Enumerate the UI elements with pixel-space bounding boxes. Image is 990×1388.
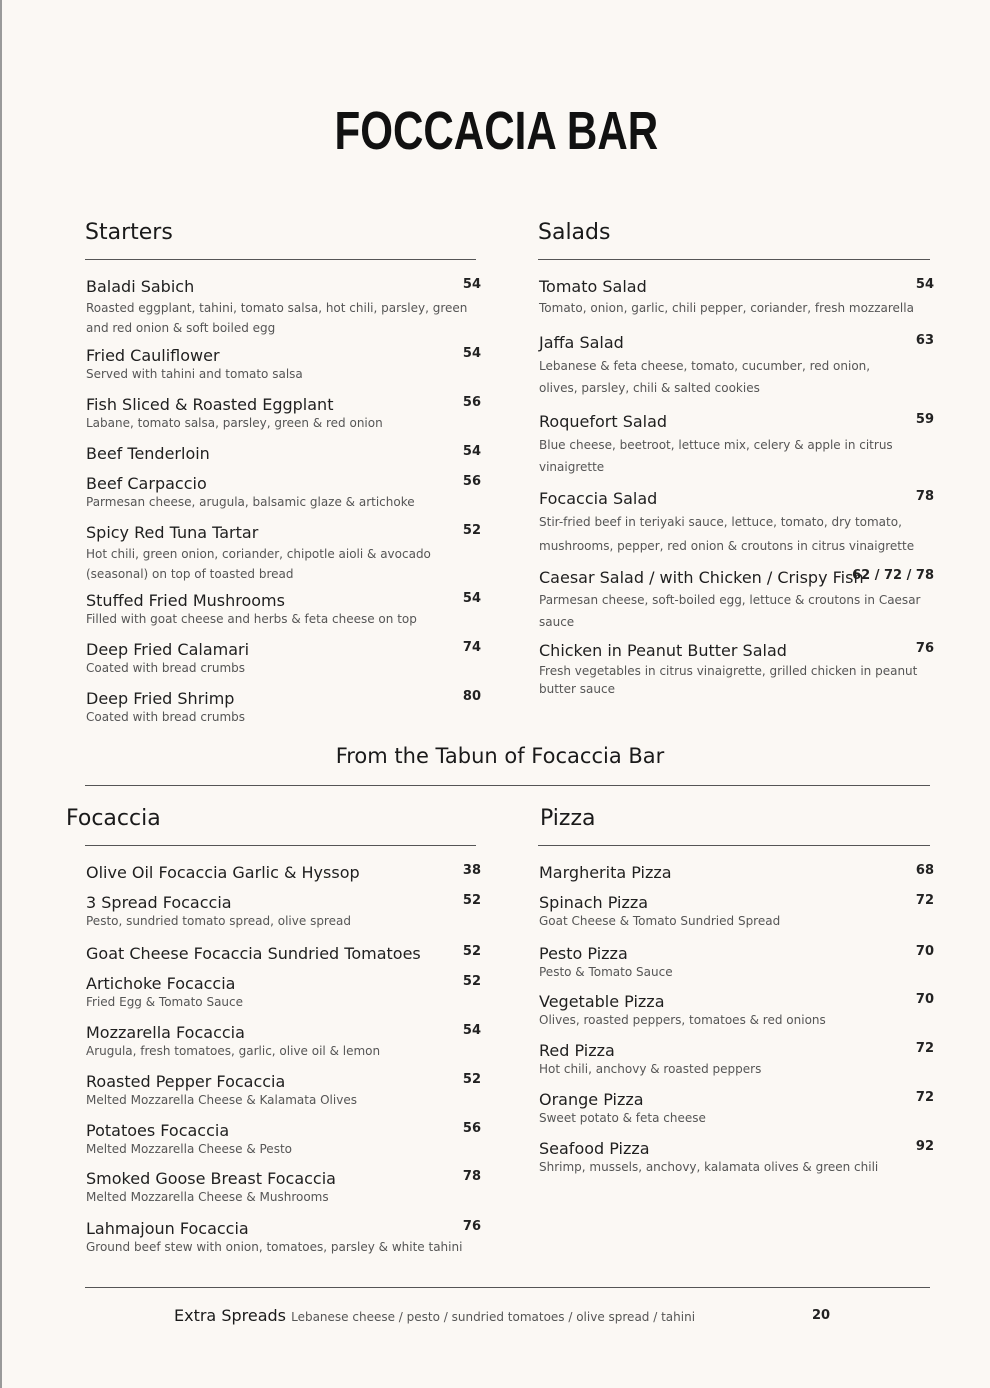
menu-item — [86, 444, 481, 463]
item-name: Goat Cheese Focaccia Sundried Tomatoes — [86, 944, 421, 963]
tabun-heading: From the Tabun of Focaccia Bar — [335, 744, 665, 768]
menu-item — [539, 412, 934, 478]
menu-item — [86, 1169, 481, 1204]
item-desc: Melted Mozzarella Cheese & Kalamata Olives — [86, 1093, 357, 1107]
item-name: Jaffa Salad — [539, 333, 624, 352]
item-name: Deep Fried Calamari — [86, 640, 250, 659]
menu-item — [539, 1041, 934, 1076]
item-price: 56 — [462, 1121, 481, 1136]
item-desc: Labane, tomato salsa, parsley, green & red onion — [86, 416, 383, 430]
starters-divider — [85, 259, 476, 260]
menu-item — [86, 640, 481, 675]
item-desc: Served with tahini and tomato salsa — [86, 367, 303, 381]
item-desc: Blue cheese, beetroot, lettuce mix, celery & apple in citrus vinaigrette — [539, 438, 893, 474]
item-name: Focaccia Salad — [539, 489, 658, 508]
item-price: 80 — [462, 689, 481, 704]
item-desc: Tomato, onion, garlic, chili pepper, coriander, fresh mozzarella — [539, 301, 914, 315]
menu-item — [86, 863, 481, 882]
item-desc: Filled with goat cheese and herbs & feta cheese on top — [86, 612, 417, 626]
page-title: FOCCACIA BAR — [334, 101, 659, 161]
item-desc: Sweet potato & feta cheese — [539, 1111, 706, 1125]
menu-item — [539, 1139, 934, 1174]
item-price: 52 — [462, 523, 481, 538]
item-price: 54 — [462, 444, 481, 459]
item-name: Margherita Pizza — [539, 863, 672, 882]
item-name: 3 Spread Focaccia — [86, 893, 232, 912]
item-name: Chicken in Peanut Butter Salad — [539, 641, 787, 660]
focaccia-heading: Focaccia — [66, 806, 161, 831]
menu-item — [86, 591, 481, 626]
item-name: Spicy Red Tuna Tartar — [86, 523, 259, 542]
extra-spreads-items: Lebanese cheese / pesto / sundried tomatoes / olive spread / tahini — [291, 1310, 696, 1324]
menu-item — [86, 346, 481, 381]
item-name: Pesto Pizza — [539, 944, 628, 963]
menu-item — [539, 1090, 934, 1125]
item-desc: Arugula, fresh tomatoes, garlic, olive oil & lemon — [86, 1044, 381, 1058]
item-desc: Coated with bread crumbs — [86, 661, 246, 675]
item-price: 54 — [462, 1023, 481, 1038]
item-desc: Lebanese & feta cheese, tomato, cucumber, red onion, olives, parsley, chili & salted cookies — [539, 359, 871, 395]
menu-item — [86, 689, 481, 724]
item-name: Caesar Salad / with Chicken / Crispy Fish — [539, 568, 864, 587]
item-name: Roasted Pepper Focaccia — [86, 1072, 286, 1091]
item-name: Beef Carpaccio — [86, 474, 207, 493]
item-price: 74 — [462, 640, 481, 655]
pizza-divider — [538, 845, 930, 846]
menu-item — [86, 474, 481, 509]
salads-heading: Salads — [538, 220, 611, 245]
item-desc: Melted Mozzarella Cheese & Mushrooms — [86, 1190, 329, 1204]
item-price: 56 — [462, 395, 481, 410]
page-edge — [0, 0, 2, 1388]
menu-item — [86, 1072, 481, 1107]
item-price: 92 — [915, 1139, 934, 1154]
item-desc: Pesto & Tomato Sauce — [539, 965, 673, 979]
item-price: 54 — [915, 277, 934, 292]
item-desc: Roasted eggplant, tahini, tomato salsa, hot chili, parsley, green and red onion & soft boiled egg — [86, 301, 468, 335]
item-desc: Parmesan cheese, arugula, balsamic glaze & artichoke — [86, 495, 415, 509]
tabun-divider — [85, 785, 930, 786]
item-price: 52 — [462, 974, 481, 989]
item-desc: Goat Cheese & Tomato Sundried Spread — [539, 914, 781, 928]
item-price: 76 — [915, 641, 934, 656]
item-name: Red Pizza — [539, 1041, 615, 1060]
item-price: 78 — [915, 489, 934, 504]
extra-spreads-label: Extra Spreads — [174, 1306, 286, 1325]
item-price: 38 — [462, 863, 481, 878]
item-price: 68 — [915, 863, 934, 878]
item-desc: Stir-fried beef in teriyaki sauce, lettuce, tomato, dry tomato, mushrooms, pepper, red onion & croutons in citrus vinaigrette — [539, 515, 915, 553]
item-price: 72 — [915, 893, 934, 908]
item-price: 54 — [462, 277, 481, 292]
item-name: Stuffed Fried Mushrooms — [86, 591, 285, 610]
item-name: Baladi Sabich — [86, 277, 195, 296]
item-desc: Fresh vegetables in citrus vinaigrette, grilled chicken in peanut butter sauce — [539, 664, 918, 696]
item-desc: Coated with bread crumbs — [86, 710, 246, 724]
item-desc: Shrimp, mussels, anchovy, kalamata olives & green chili — [539, 1160, 879, 1174]
item-desc: Olives, roasted peppers, tomatoes & red onions — [539, 1013, 826, 1027]
menu-item — [539, 992, 934, 1027]
item-name: Spinach Pizza — [539, 893, 649, 912]
item-name: Vegetable Pizza — [539, 992, 665, 1011]
item-price: 70 — [915, 944, 934, 959]
menu-item — [539, 863, 934, 882]
menu-item — [86, 1023, 481, 1058]
menu-item — [86, 893, 481, 928]
salads-divider — [538, 259, 930, 260]
menu-item — [86, 523, 481, 584]
menu-item — [539, 277, 934, 315]
item-price: 52 — [462, 893, 481, 908]
item-price: 54 — [462, 346, 481, 361]
item-name: Lahmajoun Focaccia — [86, 1219, 249, 1238]
menu-item — [539, 489, 934, 558]
item-desc: Ground beef stew with onion, tomatoes, parsley & white tahini — [86, 1240, 463, 1254]
menu-item — [86, 277, 481, 338]
item-price: 70 — [915, 992, 934, 1007]
menu-item — [86, 944, 481, 963]
pizza-heading: Pizza — [540, 806, 596, 831]
menu-item — [86, 395, 481, 430]
item-name: Orange Pizza — [539, 1090, 644, 1109]
item-desc: Parmesan cheese, soft-boiled egg, lettuce & croutons in Caesar sauce — [539, 593, 921, 629]
item-name: Roquefort Salad — [539, 412, 668, 431]
menu-item — [539, 944, 934, 979]
item-name: Smoked Goose Breast Focaccia — [86, 1169, 336, 1188]
item-name: Tomato Salad — [539, 277, 647, 296]
item-name: Potatoes Focaccia — [86, 1121, 230, 1140]
item-price: 76 — [462, 1219, 481, 1234]
item-desc: Hot chili, green onion, coriander, chipotle aioli & avocado (seasonal) on top of toasted bread — [86, 547, 431, 581]
focaccia-divider — [85, 845, 476, 846]
item-desc: Melted Mozzarella Cheese & Pesto — [86, 1142, 292, 1156]
item-price: 56 — [462, 474, 481, 489]
item-price: 59 — [915, 412, 934, 427]
item-name: Mozzarella Focaccia — [86, 1023, 245, 1042]
item-desc: Hot chili, anchovy & roasted peppers — [539, 1062, 762, 1076]
extra-spreads — [174, 1306, 695, 1325]
item-name: Fried Cauliflower — [86, 346, 220, 365]
item-price: 52 — [462, 1072, 481, 1087]
item-price: 63 — [915, 333, 934, 348]
item-price: 52 — [462, 944, 481, 959]
item-desc: Fried Egg & Tomato Sauce — [86, 995, 244, 1009]
menu-item — [539, 333, 934, 399]
footer-divider — [85, 1287, 930, 1288]
item-price: 62 / 72 / 78 — [852, 568, 934, 583]
item-name: Olive Oil Focaccia Garlic & Hyssop — [86, 863, 360, 882]
menu-item — [86, 1121, 481, 1156]
starters-heading: Starters — [85, 220, 173, 245]
menu-item — [539, 641, 934, 698]
menu-item — [539, 893, 934, 928]
item-name: Beef Tenderloin — [86, 444, 210, 463]
menu-item — [86, 974, 481, 1009]
item-name: Artichoke Focaccia — [86, 974, 236, 993]
item-price: 54 — [462, 591, 481, 606]
item-name: Seafood Pizza — [539, 1139, 650, 1158]
menu-item — [539, 568, 934, 633]
item-price: 72 — [915, 1090, 934, 1105]
item-name: Deep Fried Shrimp — [86, 689, 235, 708]
item-price: 78 — [462, 1169, 481, 1184]
extra-spreads-price: 20 — [812, 1308, 831, 1323]
item-desc: Pesto, sundried tomato spread, olive spread — [86, 914, 351, 928]
item-price: 72 — [915, 1041, 934, 1056]
menu-item — [86, 1219, 481, 1254]
item-name: Fish Sliced & Roasted Eggplant — [86, 395, 334, 414]
